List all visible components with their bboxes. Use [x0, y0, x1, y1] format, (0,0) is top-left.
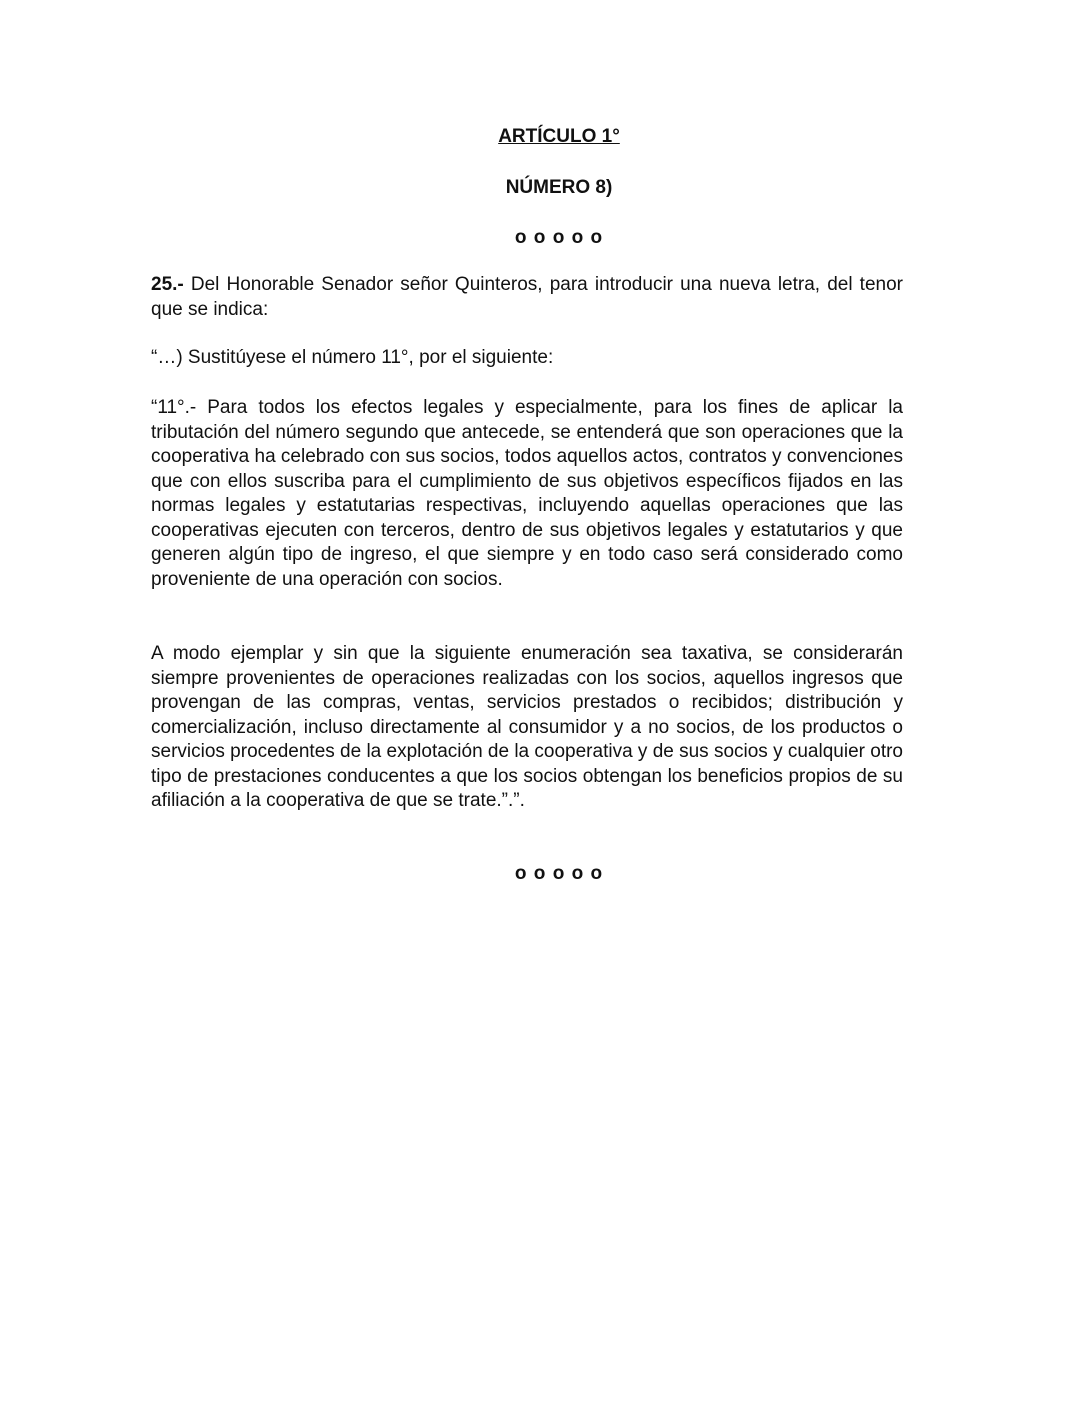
indication-number: 25.- [151, 274, 184, 295]
number-subtitle: NÚMERO 8) [505, 177, 613, 198]
separator-bottom: o o o o o [514, 863, 604, 884]
indication-text: Del Honorable Senador señor Quinteros, para introducir una nueva letra, del tenor que se indica: [151, 274, 903, 320]
article-title: ARTÍCULO 1° [498, 126, 620, 147]
enumeration-paragraph: A modo ejemplar y sin que la siguiente enumeración sea taxativa, se considerarán siempre provenientes de operaciones realizadas con los socios, aquellos ingresos que provengan de las compras, ventas, servicios prestados o recibidos; distribución y comercialización, incluso directamente al consumidor y a no socios, de los productos o servicios procedentes de la explotación de la cooperativa y de sus socios y cualquier otro tipo de prestaciones conducentes a que los socios obtengan los beneficios propios de su afiliación a la cooperativa de que se trate.”.”. [151, 643, 903, 811]
indication-paragraph [151, 273, 903, 322]
separator-top: o o o o o [514, 227, 604, 248]
replacement-intro-paragraph: “…) Sustitúyese el número 11°, por el siguiente: [151, 347, 554, 368]
article-11-paragraph: “11°.- Para todos los efectos legales y especialmente, para los fines de aplicar la tributación del número segundo que antecede, se entenderá que son operaciones que la cooperativa ha celebrado con sus socios, todos aquellos actos, contratos y convenciones que con ellos suscriba para el cumplimiento de sus objetivos específicos fijados en las normas legales y estatutarias respectivas, incluyendo aquellas operaciones que las cooperativas ejecuten con terceros, dentro de sus objetivos legales y estatutarios y que generen algún tipo de ingreso, el que siempre y en todo caso será considerado como proveniente de una operación con socios. [151, 397, 904, 590]
